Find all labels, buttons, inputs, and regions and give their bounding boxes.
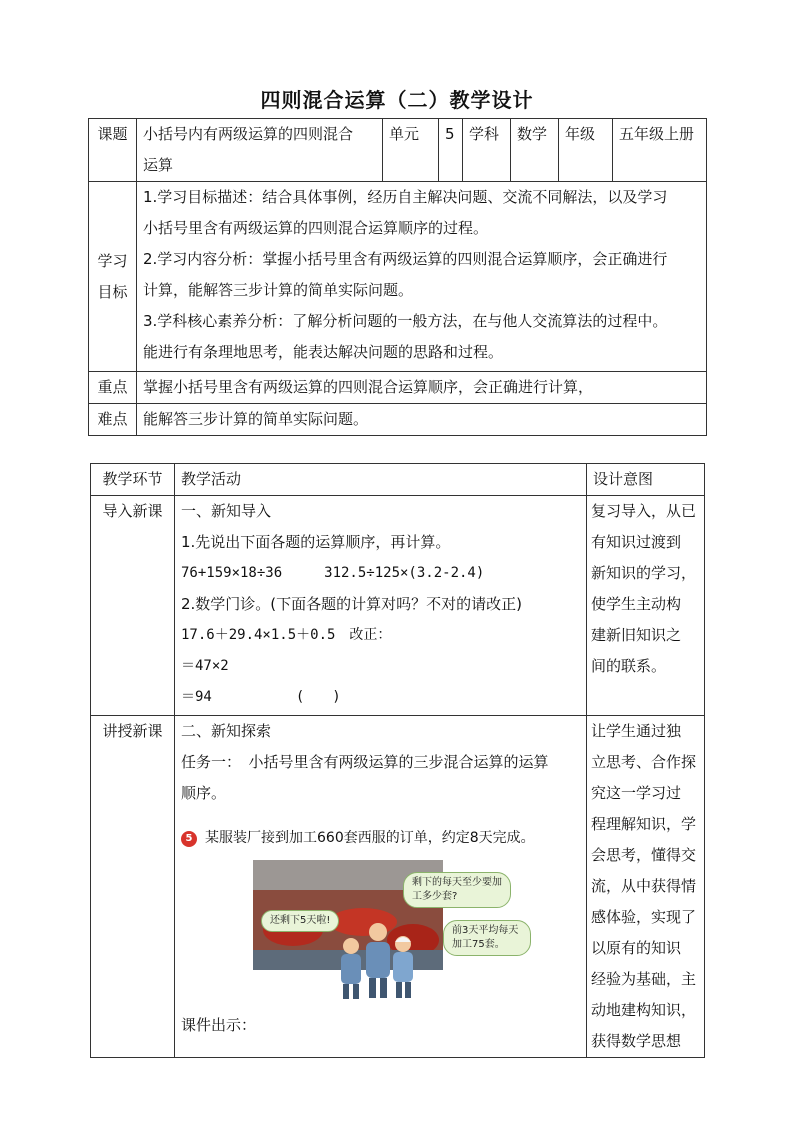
- explore-intent: 让学生通过独 立思考、合作探 究这一学习过 程理解知识，学 会思考，懂得交 流，从中获得情 感体验，实现了 以原有的知识 经验为基础，主 动地建构知识， 获得数学思想: [587, 716, 705, 1058]
- difficulty-value: 能解答三步计算的简单实际问题。: [137, 404, 707, 436]
- intro-line: ＝94 ( ): [181, 689, 341, 705]
- difficulty-label: 难点: [89, 404, 137, 436]
- factory-illustration: [253, 860, 553, 1002]
- intro-intent: 复习导入，从已 有知识过渡到 新知识的学习， 使学生主动构 建新旧知识之 间的联系。: [587, 496, 705, 716]
- subject-value: 数学: [511, 119, 559, 182]
- explore-line: 二、新知探索: [181, 722, 272, 740]
- explore-line: 顺序。: [181, 784, 227, 802]
- intro-line: 76+159×18÷36 312.5÷125×(3.2-2.4): [181, 565, 485, 581]
- speech-bubble: 还剩下5天啦!: [261, 910, 339, 932]
- unit-value: 5: [439, 119, 463, 182]
- problem-number-badge: 5: [181, 831, 197, 847]
- intro-line: 2.数学门诊。(下面各题的计算对吗？不对的请改正): [181, 595, 523, 613]
- explore-line: 任务一： 小括号里含有两级运算的三步混合运算的运算: [181, 753, 549, 771]
- intro-line: 17.6＋29.4×1.5＋0.5 改正：: [181, 627, 392, 643]
- explore-stage: 讲授新课: [91, 716, 175, 1058]
- speech-bubble: 前3天平均每天加工75套。: [443, 920, 531, 956]
- topic-label: 课题: [89, 119, 137, 182]
- page-title: 四则混合运算（二）教学设计: [260, 88, 534, 112]
- intro-line: ＝47×2: [181, 658, 229, 674]
- goals-line: 能进行有条理地思考，能表达解决问题的思路和过程。: [143, 343, 504, 361]
- key-value: 掌握小括号里含有两级运算的四则混合运算顺序，会正确进行计算，: [137, 372, 707, 404]
- intro-line: 1.先说出下面各题的运算顺序，再计算。: [181, 533, 451, 551]
- intro-activity: [175, 496, 587, 716]
- header-activity: 教学活动: [175, 464, 587, 496]
- explore-activity: [175, 716, 587, 1058]
- goals-line: 计算，能解答三步计算的简单实际问题。: [143, 281, 414, 299]
- explore-footer: 课件出示：: [181, 1016, 257, 1034]
- grade-value: 五年级上册: [613, 119, 707, 182]
- subject-label: 学科: [463, 119, 511, 182]
- goals-line: 小括号里含有两级运算的四则混合运算顺序的过程。: [143, 219, 489, 237]
- word-problem: [181, 823, 580, 854]
- lesson-info-table: [88, 118, 707, 436]
- topic-value: 小括号内有两级运算的四则混合 运算: [137, 119, 383, 182]
- unit-label: 单元: [383, 119, 439, 182]
- goals-content: [137, 182, 707, 372]
- goals-line: 2.学习内容分析：掌握小括号里含有两级运算的四则混合运算顺序，会正确进行: [143, 250, 668, 268]
- header-stage: 教学环节: [91, 464, 175, 496]
- goals-line: 1.学习目标描述：结合具体事例，经历自主解决问题、交流不同解法，以及学习: [143, 188, 668, 206]
- speech-bubble: 剩下的每天至少要加工多少套?: [403, 872, 511, 908]
- goals-label: 学习 目标: [89, 182, 137, 372]
- lesson-process-table: [90, 463, 705, 1058]
- header-intent: 设计意图: [587, 464, 705, 496]
- intro-line: 一、新知导入: [181, 502, 272, 520]
- problem-text: 某服装厂接到加工660套西服的订单，约定8天完成。: [205, 830, 535, 846]
- intro-stage: 导入新课: [91, 496, 175, 716]
- goals-line: 3.学科核心素养分析：了解分析问题的一般方法，在与他人交流算法的过程中。: [143, 312, 668, 330]
- key-label: 重点: [89, 372, 137, 404]
- grade-label: 年级: [559, 119, 613, 182]
